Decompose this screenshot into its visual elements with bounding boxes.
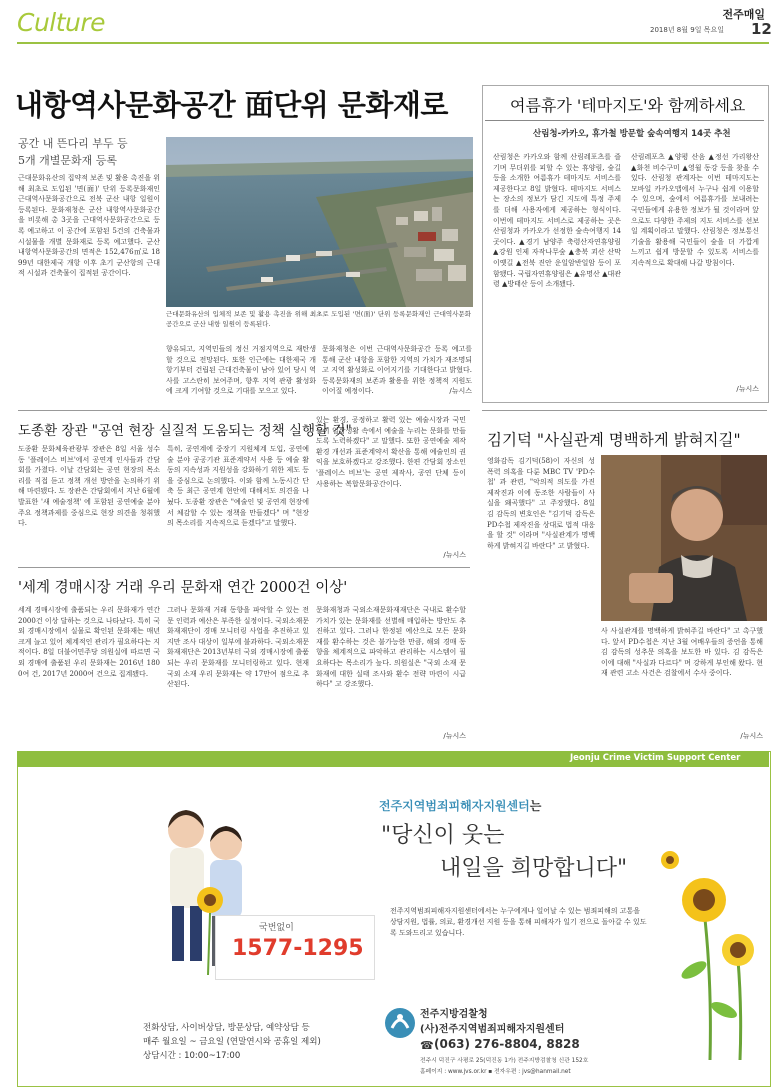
article3-col2: 특히, 공연계에 중장기 지원체계 도입, 공연예술 분야 공공기관 표준계약서 사용 등 예술 활동의 지속성과 지원성을 강화하기 위한 제도 등을 중심으로 논의했다. 이와 함께 노동시간 단축 등 최근 공연계 현안에 대해서도 의견을 나눴다. 도종환 장관은 "예술인 및 공연계 현장에서 체감할 수 있는 정책을 만들겠다" 며 "현장의 목소리를 지속적으로 듣겠다"고 말했다. (167, 445, 309, 528)
article2-col1: 산림청은 카카오와 함께 산림레포츠를 즐기며 무더위를 피할 수 있는 휴양림, 숲길 등을 소개한 여름휴가 테마지도 서비스를 제공한다고 8일 밝혔다. 테마지도 서비스는 장소의 정보가 담긴 지도에 특정 주제를 더해 사용자에게 제공하는 형식이다. 이번에 테마지도 서비스로 제공하는 곳은 산림청과 카카오가 선정한 숲속여행지 14곳이다. ▲경기 남양주 축령산자연휴양림 ▲강원 인제 자작나무숲 ▲충북 괴산 산막이옛길 ▲전북 진안 운일암반일암 등이 포함됐다. 국립자연휴양림은 ▲유명산 ▲대관령 ▲방태산 등이 소개됐다. (493, 153, 621, 289)
ad-org-ko: 전주지역범죄피해자지원센터 (379, 799, 530, 813)
ad-services: 전화상담, 사이버상담, 방문상담, 예약상담 등 (143, 1023, 310, 1033)
article4-col2: 그러나 문화재 거래 동향을 파악할 수 있는 전문 인력과 예산은 부족한 실정이다. 국외소재문화재재단이 경매 모니터링 사업을 추진하고 있지만 조사 대상이 일부에 불과하다. 국외소재문화재재단은 2013년부터 국외 경매시장에 출품되는 우리 문화재를 모니터링하고 있다. 현재 국외 소재 우리 문화재는 약 17만여 점으로 추산된다. (167, 606, 309, 689)
article4-top-rule (18, 567, 470, 568)
page-number: 12 (751, 20, 772, 38)
article1-headline: 내항역사문화공간 面단위 문화재로 (15, 88, 448, 122)
issue-date: 2018년 8월 9일 목요일 (650, 26, 724, 34)
ad-quote-line1: "당신이 웃는 (381, 823, 505, 848)
center-phone[interactable]: (063) 276-8804, 8828 (434, 1037, 580, 1051)
article5-top-rule (482, 410, 767, 411)
article1-col3: 향유되고, 지역민들의 정신 거점지역으로 재탄생할 것으로 전망된다. 또한 인근에는 대한제국 개항기부터 건립된 근대건축물이 남아 있어 당시 역사를 고스란히 보여주며, 향후 지역 관광 활성화에 크게 기여할 것으로 기대를 모으고 있다. (166, 345, 316, 396)
ad-hours: 매주 월요일 ~ 금요일 (연말연시와 공휴일 제외) (143, 1037, 321, 1047)
ad-description: 전주지역범죄피해자지원센터에서는 누구에게나 일어날 수 있는 범죄피해의 고통을 상담지원, 법률, 의료, 환경개선 지원 등을 통해 피해자가 일기 전으로 돌아갈 수 있도록 도와드리고 있습니다. (390, 907, 647, 937)
center-logo-icon (383, 1006, 417, 1040)
article2-subhead: 산림청-카카오, 휴가철 방문할 숲속여행지 14곳 추천 (533, 129, 731, 139)
phone-icon: ☎ (420, 1039, 434, 1052)
article1-subhead1: 공간 내 뜬다리 부두 등 (18, 137, 128, 150)
article2-headline: 여름휴가 '테마지도'와 함께하세요 (510, 96, 746, 115)
article5-col1: 영화감독 김기덕(58)이 자신의 성폭력 의혹을 다룬 MBC TV 'PD수첩' 과 관련, "악의적 의도를 가진 제작진과 이에 동조한 사람들이 사실을 왜곡했다" 고 주장했다. 8일 김 감독의 변호인은 "김기덕 감독은 PD수첩 제작진을 상대로 법적 대응을 할 것" 이라며 "사실관계가 명백하게 밝혀지길 바란다" 고 밝혔다. (487, 457, 595, 550)
paper-name: 전주매일 (722, 8, 765, 21)
article1-credit: /뉴시스 (449, 387, 472, 395)
ad-org-suffix: 는 (529, 799, 542, 813)
header-rule (17, 42, 769, 44)
article2-rule (485, 120, 764, 121)
center-address: 전주시 덕진구 사평로 25(덕진동 1가) 전주지방검찰청 신관 152호 (420, 1058, 589, 1064)
article5-headline: 김기덕 "사실관계 명백하게 밝혀지길" (487, 431, 741, 449)
kunsan-harbor-photo (166, 137, 473, 307)
article4-col3: 문화재청과 국외소재문화재재단은 국내로 환수할 가치가 있는 문화재를 선별해 매입하는 방안도 추진하고 있다. 그러나 한정된 예산으로 모든 문화재를 환수하는 것은 불가능한 만큼, 해외 경매 동향을 체계적으로 파악하고 관리하는 시스템이 필요하다는 목소리가 높다. 의원실은 "국외 소재 문화재에 대한 실태 조사와 환수 전략 마련이 시급하다" 고 강조했다. (316, 606, 466, 689)
hotline-label: 국번없이 (259, 923, 294, 933)
article3-headline: 도종환 장관 "공연 현장 실질적 도움되는 정책 실행할 것" (18, 423, 352, 439)
article4-credit: /뉴시스 (443, 732, 466, 740)
ad-org-en: Jeonju Crime Victim Support Center (570, 753, 741, 763)
article3-top-rule (18, 410, 470, 411)
ad-quote-line2: 내일을 희망합니다" (440, 856, 628, 881)
article1-subhead2: 5개 개별문화재 등록 (18, 154, 117, 167)
article1-photo-caption: 근대문화유산의 입체적 보존 및 활용 촉진을 위해 최초로 도입된 '면(面)' 단위 등록문화재인 근대역사문화 공간으로 군산 내항 일원이 등록된다. (166, 310, 471, 328)
article3-col1: 도종환 문화체육관광부 장관은 8일 서울 성수동 '플레이스 비브'에서 공연계 인사들과 간담회를 가졌다. 이날 간담회는 공연 현장의 목소리를 직접 듣고 정책 개선 방안을 논의하기 위해 마련됐다. 도 장관은 간담회에서 지난 6월에 발표한 '새 예술정책' 에 포함된 공연예술 분야 주요 정책과제를 중심으로 현장 의견을 청취했다. (18, 445, 160, 528)
article1-col4: 문화재청은 이번 근대역사문화공간 등록 예고를 통해 군산 내항을 포함한 지역의 가치가 재조명되고 지역 활성화로 이어지기를 기대한다고 밝혔다. 등록문화재의 보존과 활용을 위한 정책적 지원도 이어질 예정이다. (322, 345, 472, 396)
article1-col1: 근대문화유산의 집약적 보존 및 활용 촉진을 위해 최초로 도입된 '면(面)' 단위 등록문화재인 근대역사문화공간으로 전북 군산 내항 일원이 등록된다. 문화재청은 군산 내항역사문화공간을 비롯해 총 3곳을 근대역사문화공간으로 등록 예고하고 이 공간에 포함된 5건의 건축물과 시설물을 개별 문화재로 등록 예고했다. 군산 내항역사문화공간의 면적은 152,476㎡로 1899년 대한제국 개항 이후 초기 군산항의 근대적 시설과 건축물이 집적된 공간이다. (18, 174, 160, 278)
article2-col2: 산림레포츠 ▲양평 산음 ▲정선 가리왕산 ▲화천 비수구미 ▲영월 동강 등을 찾을 수 있다. 산림청 관계자는 이번 테마지도는 모바일 카카오맵에서 누구나 쉽게 이용할 수 있으며, 숲에서 여름휴가를 보내려는 국민들에게 유용한 정보가 될 것이라며 앞으로도 다양한 주제의 지도 서비스를 선보일 계획이라고 말했다. 산림청은 정보통신기술을 활용해 국민들이 숲을 더 가깝게 느끼고 쉽게 방문할 수 있도록 서비스를 지속적으로 확대해 나갈 방침이다. (631, 153, 759, 267)
section-title: Culture (17, 8, 106, 37)
ad-headline (379, 795, 541, 814)
center-contact[interactable]: 홈페이지 : www.jvs.or.kr ▪ 전자우편 : jvs@hanmail.net (420, 1069, 571, 1075)
prosecutor-office: 전주지방검찰청 (420, 1009, 488, 1020)
center-name: (사)전주지역범죄피해자지원센터 (420, 1024, 565, 1035)
sunflower-decoration (640, 820, 765, 1060)
ad-time: 상담시간 : 10:00~17:00 (143, 1051, 241, 1061)
article5-credit: /뉴시스 (740, 732, 763, 740)
kimkiduk-photo (601, 455, 767, 621)
article4-headline: '세계 경매시장 거래 우리 문화재 연간 2000건 이상' (18, 580, 348, 596)
hotline-number[interactable]: 1577-1295 (232, 936, 364, 961)
article2-credit: /뉴시스 (736, 385, 759, 393)
article3-col3: 있는 환경, 공정하고 활력 있는 예술시장과 국민들이 일상생활 속에서 예술을 누리는 문화를 만들도록 노력하겠다" 고 말했다. 또한 공연예술 제작 환경 개선과 표준계약서 확산을 통해 예술인의 권익을 보호하겠다고 강조했다. 한편 간담회 장소인 '플레이스 비브'는 공연 제작사, 공연 단체 등이 사용하는 복합문화공간이다. (316, 416, 466, 488)
article4-col1: 세계 경매시장에 출품되는 우리 문화재가 연간 2000건 이상 달하는 것으로 나타났다. 특히 국외 경매시장에서 실물로 확인된 문화재는 매년 크게 늘고 있어 체계적인 관리가 필요하다는 지적이다. 8일 더불어민주당 의원실에 따르면 국외 경매에 출품된 우리 문화재는 2016년 1800여 건, 2017년 2000여 건으로 집계됐다. (18, 606, 160, 678)
article5-col2: 사 사실관계를 명백하게 밝혀주길 바란다" 고 촉구했다. 앞서 PD수첩은 지난 3월 여배우들의 증언을 통해 김 감독의 성추문 의혹을 보도한 바 있다. 김 감독은 이에 대해 "사실과 다르다" 며 강하게 부인해 왔다. 현재 관련 고소 사건은 검찰에서 수사 중이다. (601, 627, 763, 678)
article3-credit: /뉴시스 (443, 551, 466, 559)
